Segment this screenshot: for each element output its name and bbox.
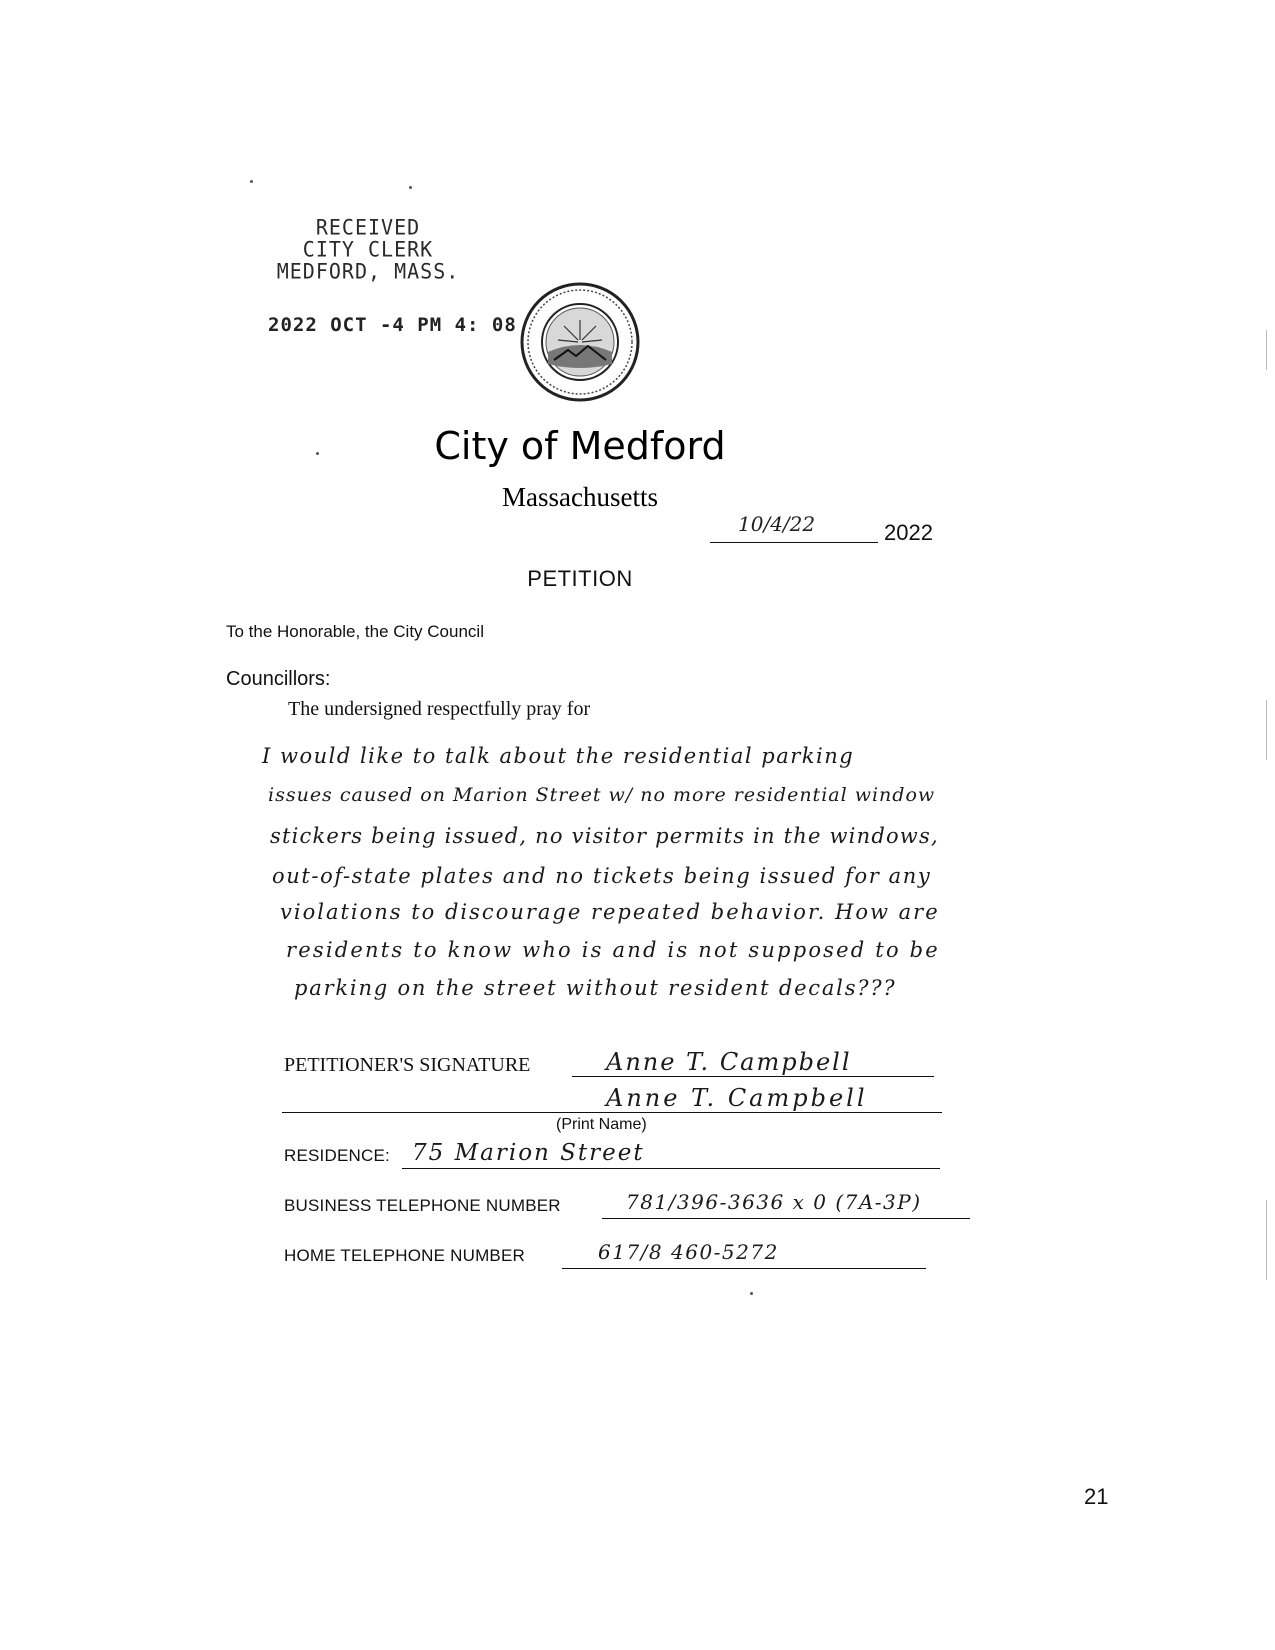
petition-line: out-of-state plates and no tickets being issued for any	[272, 864, 932, 888]
stamp-line-received: RECEIVED	[315, 214, 421, 240]
petition-line: violations to discourage repeated behavior. How are	[280, 900, 940, 924]
petition-line: parking on the street without resident decals???	[294, 976, 897, 1000]
scan-edge-mark	[1266, 700, 1267, 760]
signature-value: Anne T. Campbell	[606, 1048, 852, 1076]
scan-artifact	[750, 1292, 753, 1295]
stamp-line-city-clerk: CITY CLERK	[302, 236, 434, 262]
city-seal-icon	[518, 280, 642, 404]
print-name-label: (Print Name)	[556, 1116, 647, 1133]
city-title: City of Medford	[434, 424, 726, 468]
salutation: To the Honorable, the City Council	[226, 622, 484, 641]
business-phone-value: 781/396-3636 x 0 (7A-3P)	[626, 1190, 922, 1214]
scan-artifact	[250, 180, 253, 183]
page-number: 21	[1084, 1484, 1109, 1509]
greeting: Councillors:	[226, 668, 331, 690]
scan-artifact	[409, 186, 412, 189]
home-phone-value: 617/8 460-5272	[598, 1240, 779, 1264]
residence-label: RESIDENCE:	[284, 1146, 390, 1165]
business-phone-label: BUSINESS TELEPHONE NUMBER	[284, 1196, 561, 1215]
print-name-value: Anne T. Campbell	[606, 1084, 868, 1112]
handwritten-date: 10/4/22	[738, 512, 816, 536]
prayer-intro: The undersigned respectfully pray for	[288, 698, 591, 720]
stamp-line-medford: MEDFORD, MASS.	[276, 258, 460, 284]
received-stamp	[268, 216, 468, 282]
petition-line: residents to know who is and is not supposed to be	[286, 938, 940, 962]
stamp-date: 2022 OCT -4 PM 4: 08	[268, 314, 517, 336]
scan-edge-mark	[1266, 1200, 1267, 1280]
petition-line: issues caused on Marion Street w/ no more residential window	[268, 784, 936, 806]
document-title: PETITION	[527, 566, 633, 591]
scan-edge-mark	[1266, 330, 1267, 370]
state-name: Massachusetts	[502, 482, 658, 512]
signature-label: PETITIONER'S SIGNATURE	[284, 1054, 531, 1076]
year: 2022	[884, 520, 933, 545]
residence-value: 75 Marion Street	[412, 1140, 645, 1166]
petition-line: stickers being issued, no visitor permits in the windows,	[270, 824, 939, 848]
petition-line: I would like to talk about the residential parking	[262, 744, 855, 768]
scan-artifact	[316, 452, 319, 455]
home-phone-label: HOME TELEPHONE NUMBER	[284, 1246, 525, 1265]
